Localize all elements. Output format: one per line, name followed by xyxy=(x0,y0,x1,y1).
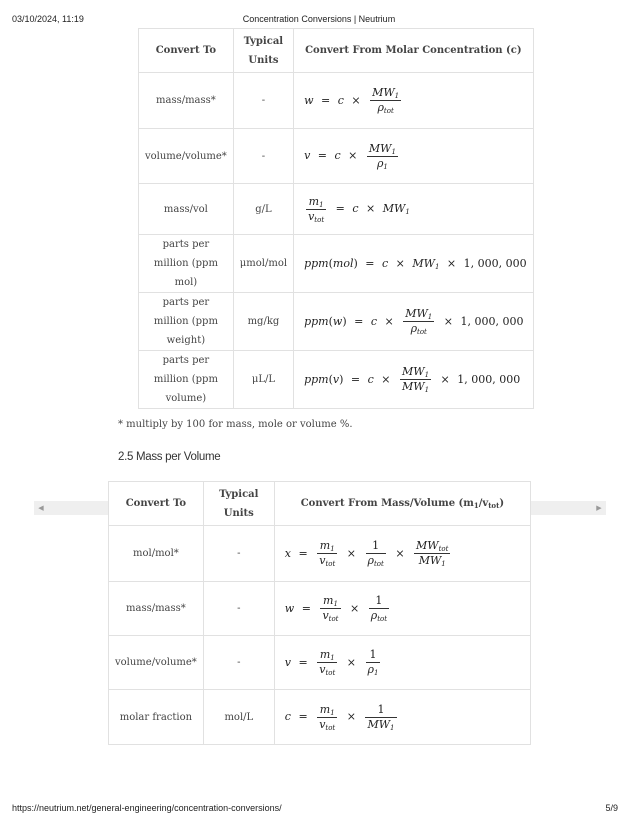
table-row xyxy=(139,129,534,184)
header-text: /v xyxy=(478,498,489,509)
row-convert-to: volume/volume* xyxy=(139,129,234,184)
row-typical-units: mg/kg xyxy=(233,293,293,351)
row-convert-to: volume/volume* xyxy=(109,636,204,690)
print-page-number: 5/9 xyxy=(605,803,618,813)
col-convert-to: Convert To xyxy=(139,29,234,73)
row-typical-units: - xyxy=(203,582,274,636)
row-convert-to: mol/mol* xyxy=(109,526,204,582)
row-typical-units: - xyxy=(233,129,293,184)
row-typical-units: μmol/mol xyxy=(233,235,293,293)
col-convert-to: Convert To xyxy=(109,482,204,526)
row-convert-to: molar fraction xyxy=(109,690,204,745)
print-datetime: 03/10/2024, 11:19 xyxy=(12,14,84,24)
row-typical-units: - xyxy=(203,636,274,690)
footnote: * multiply by 100 for mass, mole or volume %. xyxy=(118,419,353,430)
row-typical-units: g/L xyxy=(233,184,293,235)
mass-per-volume-table xyxy=(108,481,531,745)
row-formula: w = c × $\frac{MW_1}{\rho_{tot}}$ xyxy=(294,73,534,129)
row-formula: v = $\frac{m_1}{v_{tot}}$ × $\frac{1}{\rho_1}$ xyxy=(274,636,530,690)
print-page-title: Concentration Conversions | Neutrium xyxy=(242,14,396,24)
row-formula: ppm(w) = c × $\frac{MW_1}{\rho_{tot}}$ × 1, 000, 000 xyxy=(294,293,534,351)
header-sub: 1 xyxy=(473,501,479,510)
row-formula: x = $\frac{m_1}{v_{tot}}$ × $\frac{1}{\rho_{tot}}$ × $\frac{MW_{tot}}{MW_1}$ xyxy=(274,526,530,582)
print-url[interactable]: https://neutrium.net/general-engineering/concentration-conversions/ xyxy=(12,803,282,813)
row-convert-to: parts per million (ppm weight) xyxy=(139,293,234,351)
table-row xyxy=(139,184,534,235)
row-convert-to: mass/mass* xyxy=(109,582,204,636)
row-typical-units: - xyxy=(233,73,293,129)
header-sub: tot xyxy=(488,501,500,510)
chevron-right-icon[interactable]: ▶ xyxy=(596,504,602,512)
molar-concentration-table xyxy=(138,28,534,409)
chevron-left-icon[interactable]: ◀ xyxy=(38,504,44,512)
col-convert-from xyxy=(274,482,530,526)
row-typical-units: - xyxy=(203,526,274,582)
table-row xyxy=(139,351,534,409)
header-text: ) xyxy=(499,498,505,509)
table-row xyxy=(139,73,534,129)
row-formula: c = $\frac{m_1}{v_{tot}}$ × $\frac{1}{MW_1}$ xyxy=(274,690,530,745)
row-formula: $ppm(mol) = c \times MW_1 \times 1$, 000, 000 xyxy=(294,235,534,293)
col-convert-from: Convert From Molar Concentration (c) xyxy=(294,29,534,73)
row-formula: v = c × $\frac{MW_1}{\rho_1}$ xyxy=(294,129,534,184)
row-convert-to: parts per million (ppm mol) xyxy=(139,235,234,293)
row-formula: $\frac{m_1}{v_{tot}}$ = $c \times MW_1$ xyxy=(294,184,534,235)
row-formula: w = $\frac{m_1}{v_{tot}}$ × $\frac{1}{\rho_{tot}}$ xyxy=(274,582,530,636)
header-text: Convert From Mass/Volume (m xyxy=(300,498,474,509)
section-title: 2.5 Mass per Volume xyxy=(118,451,221,463)
table-row xyxy=(109,526,531,582)
row-convert-to: parts per million (ppm volume) xyxy=(139,351,234,409)
row-typical-units: mol/L xyxy=(203,690,274,745)
row-convert-to: mass/vol xyxy=(139,184,234,235)
row-convert-to: mass/mass* xyxy=(139,73,234,129)
col-typical-units: Typical Units xyxy=(233,29,293,73)
table-row xyxy=(139,235,534,293)
row-formula: ppm(v) = c × $\frac{MW_1}{MW_1}$ × 1, 000, 000 xyxy=(294,351,534,409)
table-row xyxy=(109,636,531,690)
row-typical-units: μL/L xyxy=(233,351,293,409)
col-typical-units: Typical Units xyxy=(203,482,274,526)
table-row xyxy=(109,690,531,745)
table-row xyxy=(139,293,534,351)
table-row xyxy=(109,582,531,636)
